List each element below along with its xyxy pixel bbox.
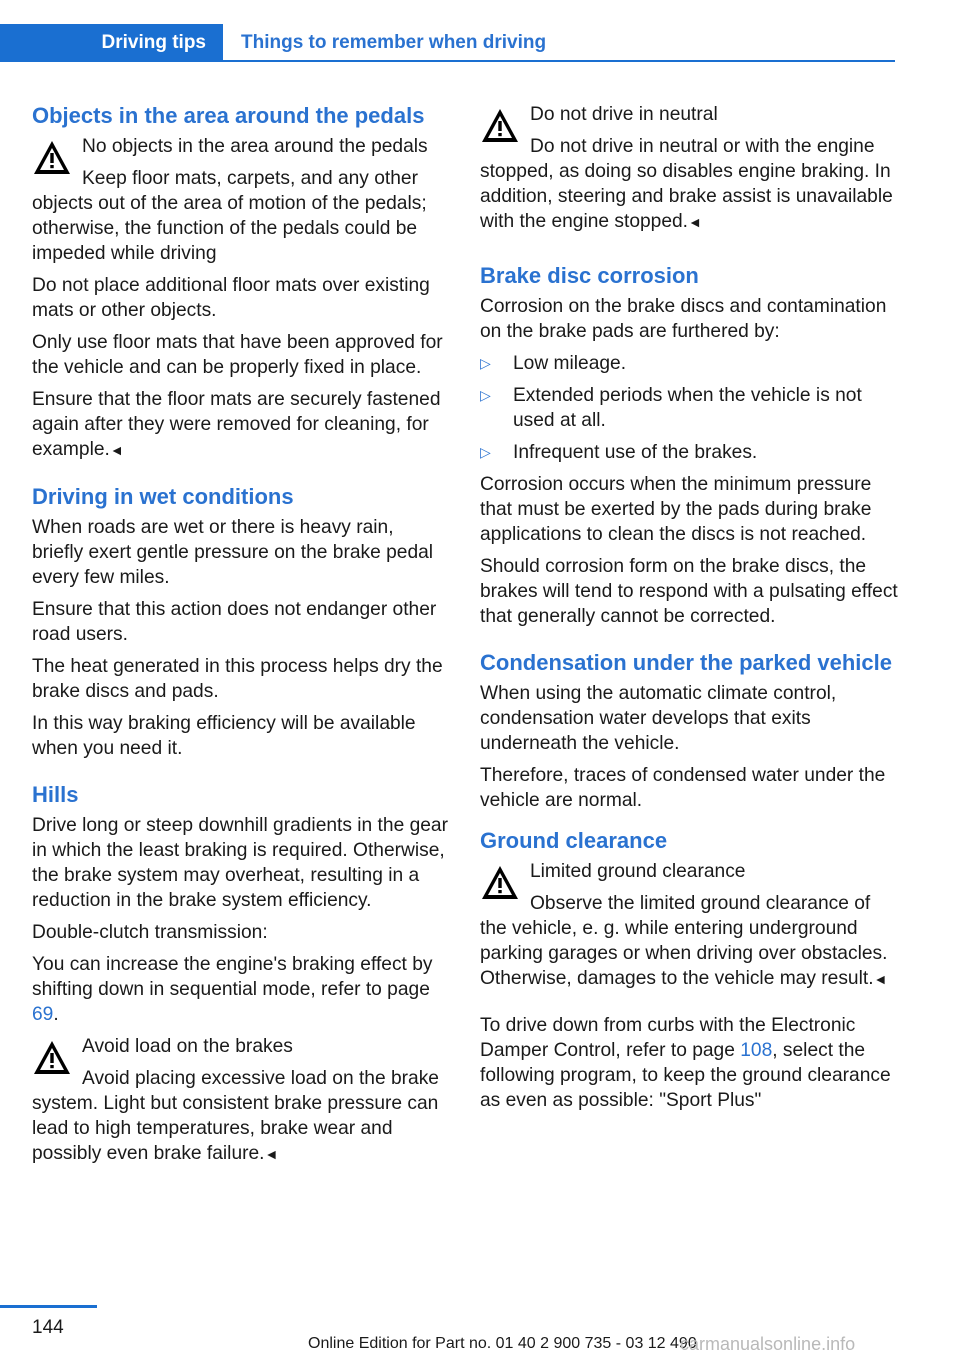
section-clearance: [480, 825, 898, 1113]
header-rule: [223, 60, 895, 62]
heading-hills: Hills: [32, 782, 79, 807]
page-link-69[interactable]: 69: [32, 1004, 54, 1025]
paragraph: Ensure that this action does not endanger other road users.: [32, 599, 437, 645]
paragraph: Only use floor mats that have been approved for the vehicle and can be properly fixed in place.: [32, 332, 443, 378]
bullet-list: [480, 351, 898, 465]
bullet-icon: ▷: [480, 444, 491, 460]
section-corrosion: [480, 260, 898, 629]
footer-rule: [0, 1305, 97, 1308]
paragraph: When roads are wet or there is heavy rain, briefly exert gentle pressure on the brake pedal every few miles.: [32, 517, 434, 588]
paragraph: Therefore, traces of condensed water under the vehicle are normal.: [480, 765, 886, 811]
warning-text: Keep floor mats, carpets, and any other objects out of the area of motion of the pedals; otherwise, the function of the pedals could be impeded while driving: [32, 168, 427, 264]
paragraph: Should corrosion form on the brake discs, the brakes will tend to respond with a pulsating effect that generally cannot be corrected.: [480, 556, 898, 627]
warning-text: Avoid placing excessive load on the brake system. Light but consistent brake pressure can lead to high temperatures, brake wear and possibly even brake failure.◄: [32, 1068, 439, 1164]
warning-text: Do not drive in neutral or with the engine stopped, as doing so disables engine braking. In addition, steering and brake assist is unavailable with the engine stopped.◄: [480, 136, 893, 232]
page-link-108[interactable]: 108: [740, 1040, 773, 1061]
end-mark: ◄: [873, 971, 888, 987]
right-column: [480, 102, 898, 1120]
warning-icon: [480, 106, 520, 146]
list-item: ▷ Infrequent use of the brakes.: [480, 442, 758, 463]
heading-pedals: Objects in the area around the pedals: [32, 103, 425, 128]
heading-clearance: Ground clearance: [480, 828, 668, 853]
warning-icon: [32, 138, 72, 178]
end-mark: ◄: [109, 442, 124, 458]
warning-title: No objects in the area around the pedals: [82, 136, 428, 157]
paragraph: When using the automatic climate control, condensation water develops that exits underneath the vehicle.: [480, 683, 837, 754]
warning-clearance: [480, 859, 898, 999]
paragraph: Corrosion occurs when the minimum pressure that must be exerted by the pads during brake applications to clean the discs is not reached.: [480, 474, 872, 545]
warning-text: Observe the limited ground clearance of the vehicle, e. g. while entering underground parking garages or when driving over obstacles. Otherwise, damages to the vehicle may result.◄: [480, 893, 888, 989]
paragraph: You can increase the engine's braking effect by shifting down in sequential mode, refer to page 69.: [32, 954, 433, 1025]
bullet-icon: ▷: [480, 355, 491, 371]
header-subsection[interactable]: Things to remember when driving: [241, 32, 547, 53]
warning-icon: [32, 1038, 72, 1078]
warning-brakes: [32, 1034, 450, 1174]
bullet-icon: ▷: [480, 387, 491, 403]
paragraph: The heat generated in this process helps dry the brake discs and pads.: [32, 656, 443, 702]
warning-title: Do not drive in neutral: [530, 104, 718, 125]
end-mark: ◄: [264, 1146, 279, 1162]
edition-note: Online Edition for Part no. 01 40 2 900 735 - 03 12 490: [308, 1335, 697, 1352]
warning-title: Limited ground clearance: [530, 861, 746, 882]
heading-corrosion: Brake disc corrosion: [480, 263, 699, 288]
list-item: ▷ Extended periods when the vehicle is not used at all.: [480, 385, 862, 431]
section-condensation: [480, 647, 898, 813]
list-item: ▷ Low mileage.: [480, 353, 627, 374]
watermark: carmanualsonline.info: [680, 1334, 856, 1354]
section-hills: [32, 779, 450, 1174]
page-number: 144: [32, 1317, 64, 1338]
paragraph: Corrosion on the brake discs and contamination on the brake pads are furthered by:: [480, 296, 887, 342]
warning-title: Avoid load on the brakes: [82, 1036, 293, 1057]
warning-icon: [480, 863, 520, 903]
paragraph: Drive long or steep downhill gradients in the gear in which the least braking is required. Otherwise, the brake system may overheat, resulting in a reduction in the brake system efficiency.: [32, 815, 448, 911]
heading-condensation: Condensation under the parked vehicle: [480, 650, 892, 675]
left-column: [32, 100, 450, 1174]
header-section-label: Driving tips: [101, 32, 206, 53]
end-mark: ◄: [688, 214, 702, 230]
paragraph: In this way braking efficiency will be available when you need it.: [32, 713, 416, 759]
paragraph: Double-clutch transmission:: [32, 922, 268, 943]
heading-wet: Driving in wet conditions: [32, 484, 294, 509]
warning-neutral: [480, 102, 898, 242]
paragraph: To drive down from curbs with the Electronic Damper Control, refer to page 108, select the following program, to keep the ground clearance as even as possible: "Sport Plus": [480, 1015, 891, 1111]
warning-pedals: [32, 134, 450, 273]
section-wet: [32, 481, 450, 761]
paragraph: Ensure that the floor mats are securely fastened again after they were removed for cleaning, for example.◄: [32, 389, 441, 460]
header-section-tab[interactable]: [0, 24, 223, 62]
paragraph: Do not place additional floor mats over existing mats or other objects.: [32, 275, 430, 321]
